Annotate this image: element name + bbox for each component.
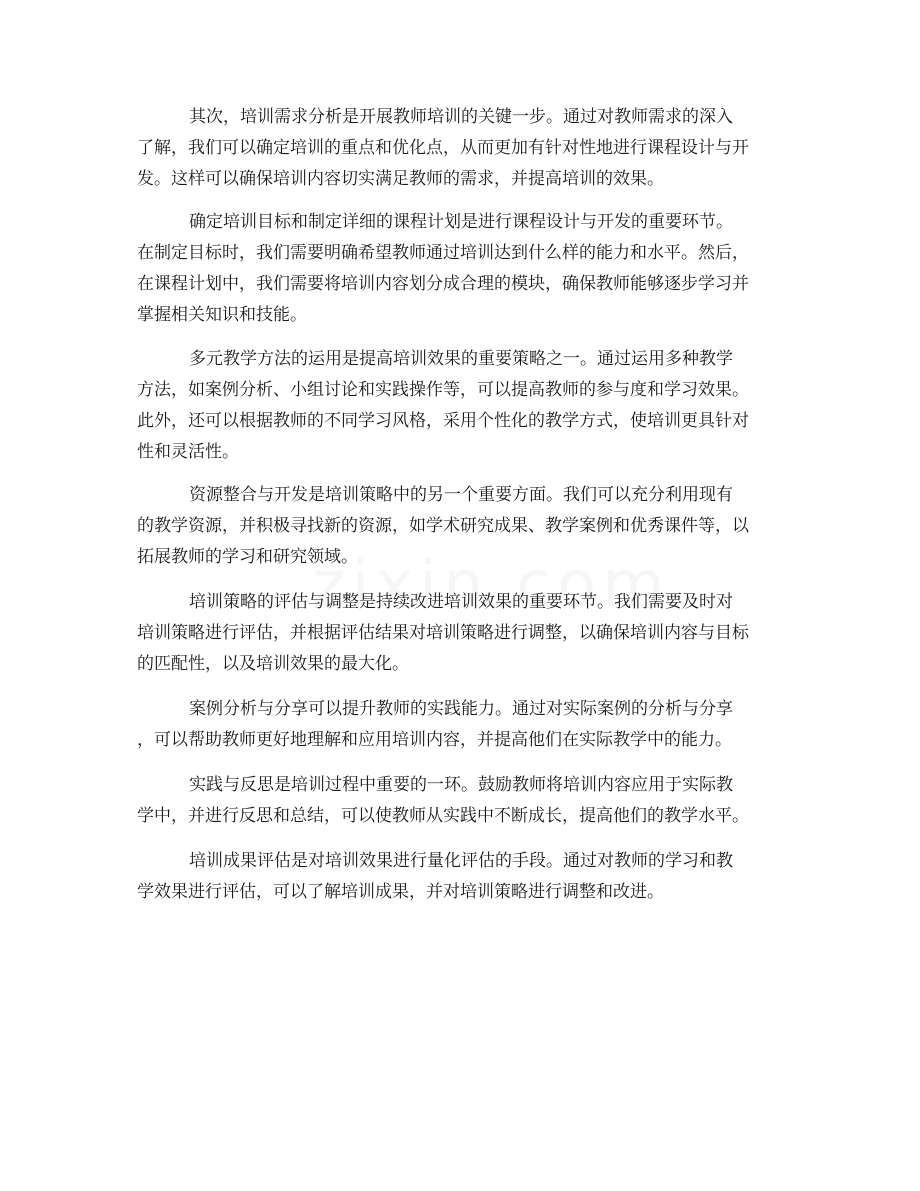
paragraph-line: 性和灵活性。 — [137, 442, 239, 462]
paragraph-line: 多元教学方法的运用是提高培训效果的重要策略之一。通过运用多种教学 — [189, 349, 733, 369]
paragraph — [137, 480, 787, 573]
paragraph-line: 此外，还可以根据教师的不同学习风格，采用个性化的教学方式，使培训更具针对 — [137, 411, 749, 431]
paragraph — [137, 207, 787, 331]
paragraph-line: 的教学资源，并积极寻找新的资源，如学术研究成果、教学案例和优秀课件等，以 — [137, 516, 749, 536]
paragraph-line: 了解，我们可以确定培训的重点和优化点，从而更加有针对性地进行课程设计与开 — [137, 138, 749, 158]
paragraph-line: 培训成果评估是对培训效果进行量化评估的手段。通过对教师的学习和教 — [189, 851, 733, 871]
paragraph-line: ，可以帮助教师更好地理解和应用培训内容，并提高他们在实际教学中的能力。 — [137, 730, 732, 750]
paragraph-line: 案例分析与分享可以提升教师的实践能力。通过对实际案例的分析与分享 — [189, 699, 733, 719]
paragraph-line: 学效果进行评估，可以了解培训成果，并对培训策略进行调整和改进。 — [137, 882, 664, 902]
paragraph — [137, 102, 787, 195]
paragraph-line: 培训策略的评估与调整是持续改进培训效果的重要环节。我们需要及时对 — [189, 592, 733, 612]
paragraph — [137, 587, 787, 680]
paragraph-line: 实践与反思是培训过程中重要的一环。鼓励教师将培训内容应用于实际教 — [189, 775, 733, 795]
document-body — [137, 102, 787, 908]
paragraph-line: 发。这样可以确保培训内容切实满足教师的需求，并提高培训的效果。 — [137, 169, 664, 189]
paragraph-line: 学中，并进行反思和总结，可以使教师从实践中不断成长，提高他们的教学水平。 — [137, 806, 749, 826]
paragraph-line: 确定培训目标和制定详细的课程计划是进行课程设计与开发的重要环节。 — [189, 212, 733, 232]
paragraph-line: 其次，培训需求分析是开展教师培训的关键一步。通过对教师需求的深入 — [189, 107, 733, 127]
paragraph — [137, 344, 787, 468]
paragraph-line: 方法，如案例分析、小组讨论和实践操作等，可以提高教师的参与度和学习效果。 — [137, 380, 749, 400]
paragraph-line: 掌握相关知识和技能。 — [137, 305, 307, 325]
paragraph-line: 资源整合与开发是培训策略中的另一个重要方面。我们可以充分利用现有 — [189, 485, 733, 505]
paragraph — [137, 694, 787, 756]
paragraph — [137, 846, 787, 908]
paragraph — [137, 770, 787, 832]
paragraph-line: 拓展教师的学习和研究领域。 — [137, 547, 358, 567]
paragraph-line: 的匹配性，以及培训效果的最大化。 — [137, 654, 409, 674]
paragraph-line: 在制定目标时，我们需要明确希望教师通过培训达到什么样的能力和水平。然后， — [137, 243, 749, 263]
paragraph-line: 在课程计划中，我们需要将培训内容划分成合理的模块，确保教师能够逐步学习并 — [137, 274, 749, 294]
paragraph-line: 培训策略进行评估，并根据评估结果对培训策略进行调整，以确保培训内容与目标 — [137, 623, 749, 643]
